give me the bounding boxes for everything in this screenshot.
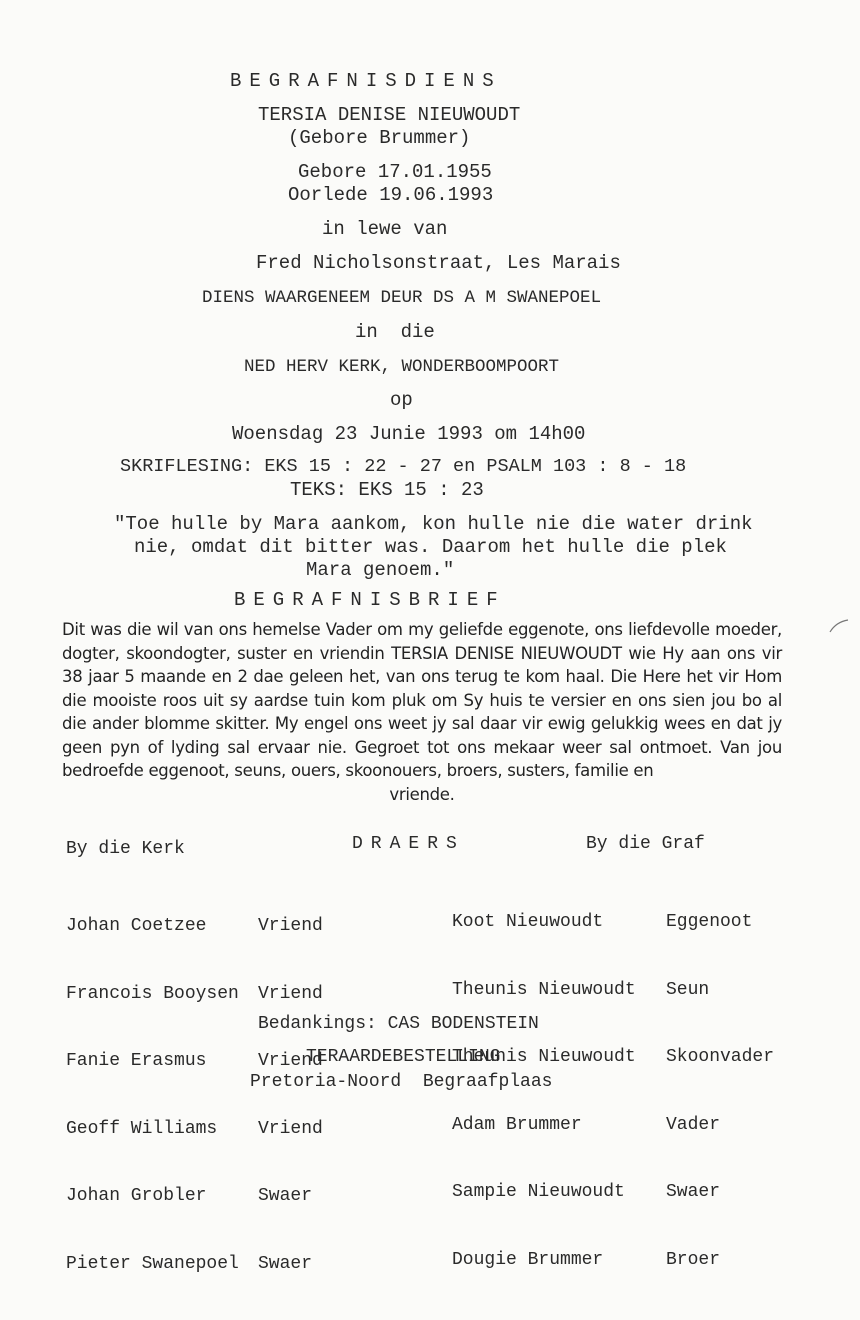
table-row: Vriend — [258, 1118, 323, 1139]
table-row: Eggenoot — [666, 912, 753, 932]
service-title: BEGRAFNISDIENS — [230, 70, 502, 92]
table-row: Swaer — [666, 1182, 721, 1202]
birth-date: Gebore 17.01.1955 — [298, 161, 492, 183]
table-row: Johan Grobler — [66, 1186, 207, 1206]
in-die-label: in die — [355, 321, 435, 343]
table-row: Vriend — [258, 916, 323, 936]
church-name: NED HERV KERK, WONDERBOOMPOORT — [244, 357, 560, 377]
grave-bearers-heading: By die Graf — [586, 834, 705, 854]
table-row: Swaer — [258, 1253, 313, 1274]
lived-label: in lewe van — [322, 218, 448, 240]
funeral-letter — [62, 618, 782, 806]
table-row: Adam Brummer — [452, 1114, 582, 1135]
address: Fred Nicholsonstraat, Les Marais — [256, 252, 621, 274]
letter-body: Dit was die wil van ons hemelse Vader om my geliefde eggenote, ons liefdevolle moeder, dogter, skoondogter, suster en vriendin TERSIA DENISE NIEUWOUDT wie Hy aan ons vir 38 jaar 5 maande en 2 dae geleen het, van ons terug te kom haal. Die Here het vir Hom die mooiste roos uit sy aardse tuin kom pluk om Sy huis te versier en ons sien jou bo al die ander blomme skitter. My engel ons weet jy sal daar vir ewig gelukkig wees en dat jy geen pyn of lyding sal ervaar nie. Gegroet tot ons mekaar weer sal ontmoet. Van jou bedroefde eggenoot, seuns, ouers, skoonouers, broers, susters, familie en — [62, 620, 782, 780]
table-row: Dougie Brummer — [452, 1249, 604, 1270]
table-row: Theunis Nieuwoudt — [452, 1047, 636, 1067]
letter-title: BEGRAFNISBRIEF — [234, 589, 506, 611]
table-row: Theunis Nieuwoudt — [452, 979, 636, 1000]
service-date: Woensdag 23 Junie 1993 om 14h00 — [232, 423, 586, 445]
quote-line-3: Mara genoem." — [306, 559, 455, 581]
bearers-heading: DRAERS — [352, 834, 465, 854]
church-bearer-relations — [258, 870, 323, 1320]
table-row: Swaer — [258, 1186, 313, 1206]
op-label: op — [390, 389, 413, 411]
letter-last-line: vriende. — [389, 784, 455, 804]
cemetery-name: Pretoria-Noord Begraafplaas — [250, 1072, 553, 1092]
church-bearer-names — [66, 870, 239, 1320]
sermon-text: TEKS: EKS 15 : 23 — [290, 479, 484, 501]
officiant: DIENS WAARGENEEM DEUR DS A M SWANEPOEL — [202, 288, 602, 308]
table-row: Geoff Williams — [66, 1118, 218, 1139]
scripture-reading: SKRIFLESING: EKS 15 : 22 - 27 en PSALM 103 : 8 - 18 — [120, 456, 687, 477]
table-row: Johan Coetzee — [66, 916, 207, 936]
thanks-line: Bedankings: CAS BODENSTEIN — [258, 1014, 539, 1034]
table-row: Broer — [666, 1249, 721, 1270]
quote-line-2: nie, omdat dit bitter was. Daarom het hulle die plek — [134, 536, 727, 558]
table-row: Sampie Nieuwoudt — [452, 1182, 625, 1202]
table-row: Seun — [666, 979, 710, 1000]
table-row: Koot Nieuwoudt — [452, 912, 604, 932]
table-row: Vriend — [258, 983, 323, 1004]
deceased-name: TERSIA DENISE NIEUWOUDT — [258, 104, 521, 126]
quote-line-1: "Toe hulle by Mara aankom, kon hulle nie die water drink — [114, 513, 753, 535]
grave-bearer-relations — [666, 866, 774, 1316]
death-date: Oorlede 19.06.1993 — [288, 184, 494, 206]
table-row: Vriend — [258, 1051, 323, 1071]
burial-heading: TERAARDEBESTELLING — [306, 1047, 501, 1067]
table-row: Vader — [666, 1114, 721, 1135]
table-row: Francois Booysen — [66, 983, 239, 1004]
table-row: Skoonvader — [666, 1047, 775, 1067]
church-bearers-heading: By die Kerk — [66, 839, 185, 859]
maiden-name: (Gebore Brummer) — [288, 127, 471, 149]
pen-stroke-mark — [828, 618, 850, 634]
table-row: Fanie Erasmus — [66, 1051, 207, 1071]
table-row: Pieter Swanepoel — [66, 1253, 239, 1274]
